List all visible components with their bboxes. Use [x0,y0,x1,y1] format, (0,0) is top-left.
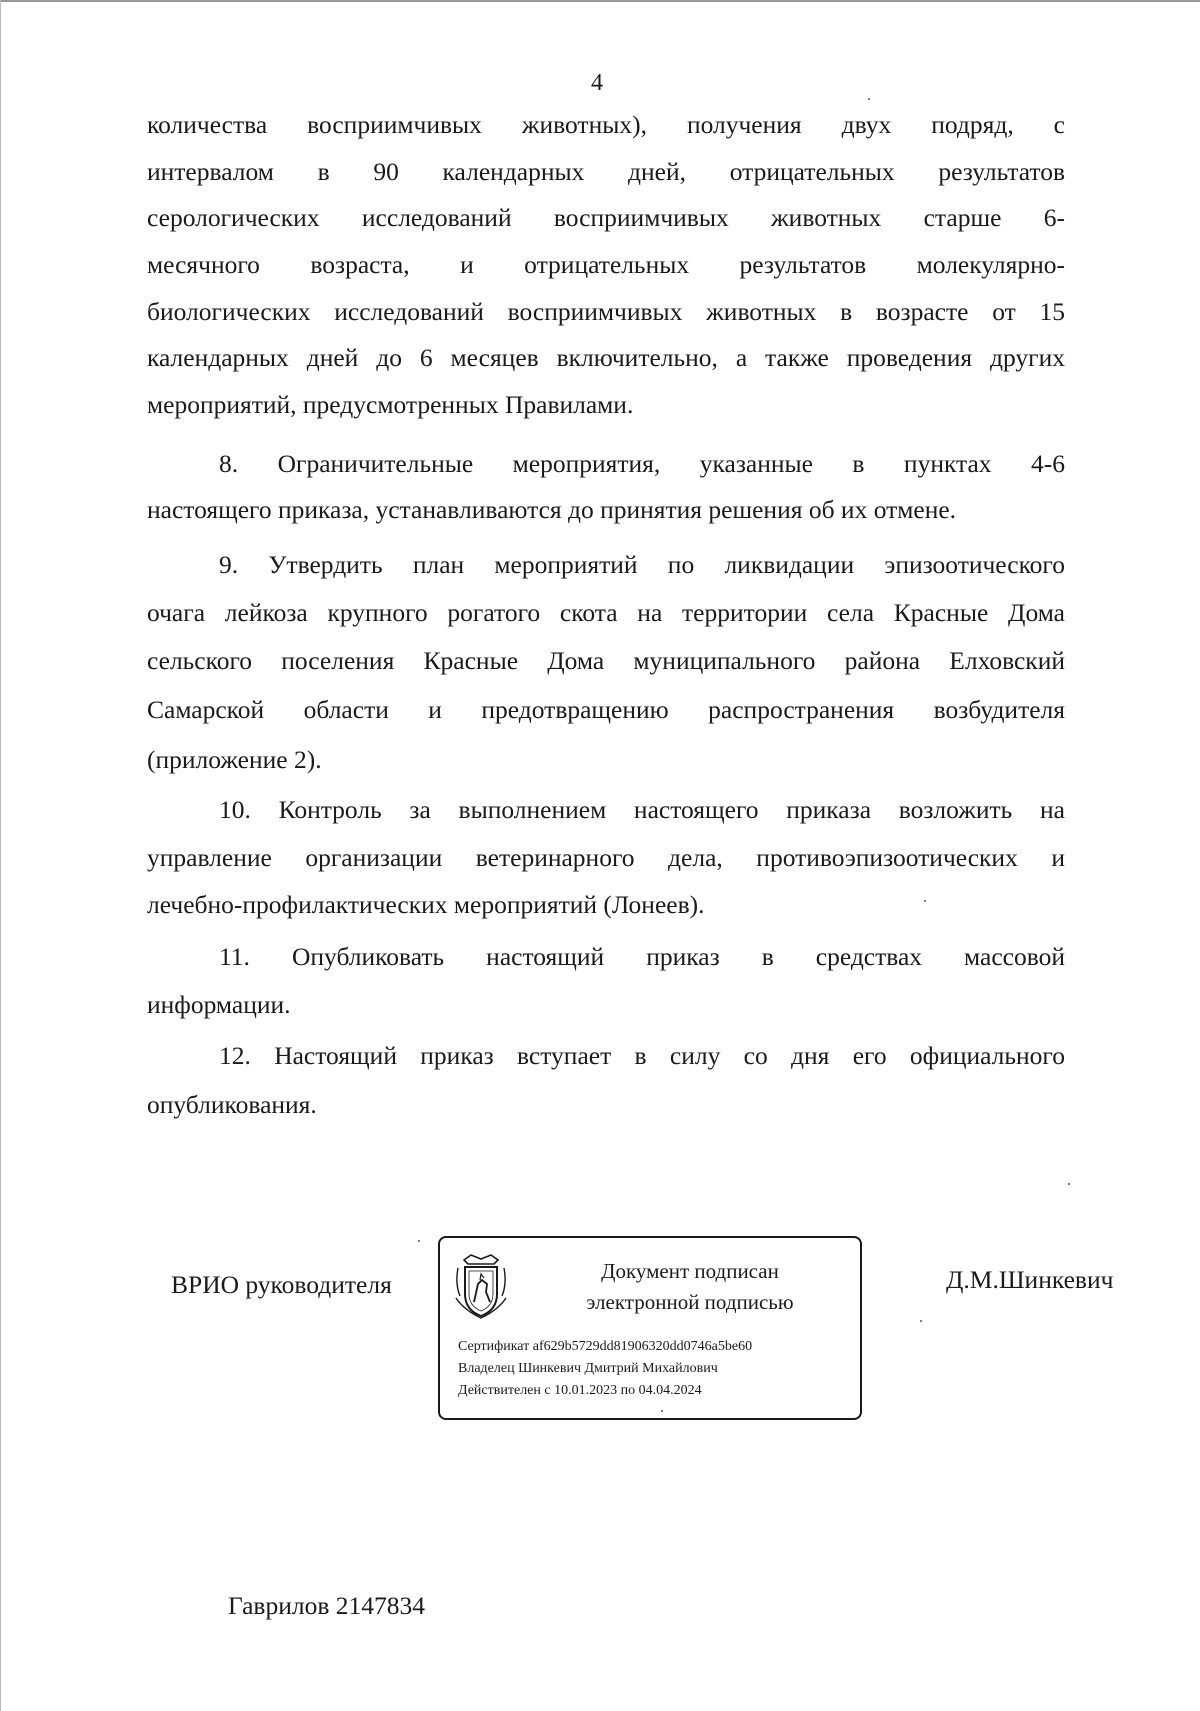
paragraph-12-first-line: 12. Настоящий приказ вступает в силу со дня его официального [219,1041,1065,1070]
body-line: календарных дней до 6 месяцев включительно, а также проведения других [147,343,1065,372]
body-line: серологических исследований восприимчивых животных старше 6- [147,203,1065,232]
body-line: лечебно-профилактических мероприятий (Лонеев). [147,890,705,919]
paragraph-8-first-line: 8. Ограничительные мероприятия, указанные в пунктах 4-6 [219,449,1065,478]
body-line: биологических исследований восприимчивых животных в возрасте от 15 [147,297,1065,326]
body-line: информации. [147,990,291,1019]
paragraph-11-first-line: 11. Опубликовать настоящий приказ в средствах массовой [219,942,1065,971]
paragraph-10-first-line: 10. Контроль за выполнением настоящего приказа возложить на [219,795,1065,824]
signer-name: Д.М.Шинкевич [946,1265,1114,1294]
scan-speck [1068,1183,1070,1185]
executor-info: Гаврилов 2147834 [228,1591,426,1620]
stamp-title [560,1256,820,1318]
body-line: (приложение 2). [147,745,322,774]
stamp-title-line: Документ подписан [601,1259,779,1283]
electronic-signature-stamp [438,1236,862,1420]
body-line: интервалом в 90 календарных дней, отрицательных результатов [147,157,1065,186]
page-number: 4 [591,70,603,96]
coat-of-arms-icon [454,1254,508,1320]
scan-speck [661,1410,663,1412]
signer-position: ВРИО руководителя [171,1270,392,1299]
scan-edge-left [0,0,1,1711]
scan-edge-top [0,0,1200,2]
body-line: управление организации ветеринарного дела, противоэпизоотических и [147,843,1065,872]
body-line: сельского поселения Красные Дома муниципального района Елховский [147,646,1065,675]
stamp-certificate: Сертификат af629b5729dd81906320dd0746a5be60 [458,1339,753,1354]
stamp-owner: Владелец Шинкевич Дмитрий Михайлович [458,1361,718,1376]
stamp-certificate-details [458,1336,752,1402]
stamp-title-line: электронной подписью [586,1290,794,1314]
scan-speck [868,98,870,100]
body-line: Самарской области и предотвращению распространения возбудителя [147,695,1065,724]
scan-speck [418,1240,420,1242]
body-line: очага лейкоза крупного рогатого скота на территории села Красные Дома [147,598,1065,627]
body-line: мероприятий, предусмотренных Правилами. [147,390,634,419]
body-line: настоящего приказа, устанавливаются до принятия решения об их отмене. [147,495,957,524]
scan-speck [920,1320,922,1322]
body-line: месячного возраста, и отрицательных результатов молекулярно- [147,250,1065,279]
scan-speck [924,900,926,902]
paragraph-9-first-line: 9. Утвердить план мероприятий по ликвидации эпизоотического [219,550,1065,579]
body-line: опубликования. [147,1090,317,1119]
body-line: количества восприимчивых животных), получения двух подряд, с [147,110,1065,139]
stamp-validity: Действителен с 10.01.2023 по 04.04.2024 [458,1383,702,1398]
